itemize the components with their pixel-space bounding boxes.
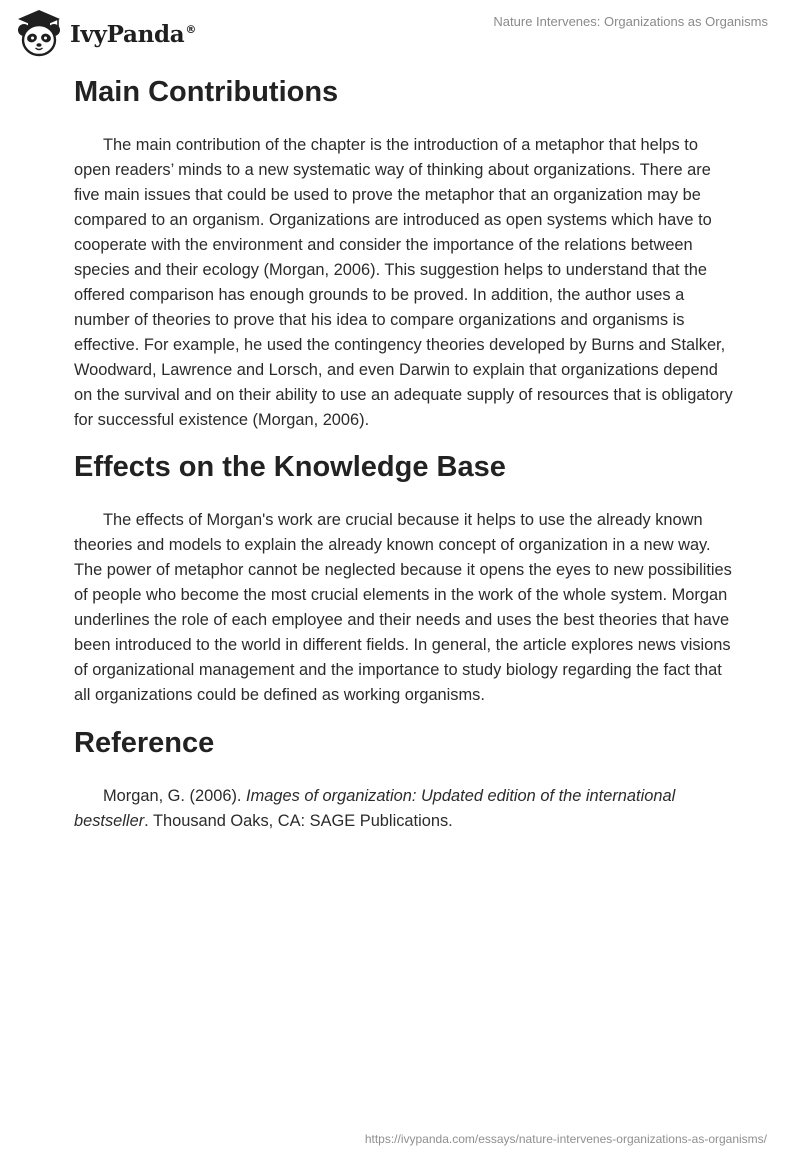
reference-entry: [74, 784, 734, 834]
heading-effects-knowledge-base: Effects on the Knowledge Base: [74, 451, 506, 483]
paragraph-effects-knowledge-base: The effects of Morgan's work are crucial because it helps to use the already known theories and models to explain the already known concept of organization in a new way. The power of metaphor cannot be neglected because it opens the eyes to new possibilities of people who become the most crucial elements in the work of the whole system. Morgan underlines the role of each employee and their needs and uses the best theories that have been introduced to the world in different fields. In general, the article explores news visions of organizational management and the importance to study biology regarding the fact that all organizations could be defined as working organisms.: [74, 511, 732, 704]
reference-book-title: Images of organization: Updated edition of the international bestseller: [74, 787, 676, 830]
heading-main-contributions: Main Contributions: [74, 76, 339, 108]
paragraph-main-contributions: The main contribution of the chapter is the introduction of a metaphor that helps to open readers’ minds to a new systematic way of thinking about organizations. There are five main issues that could be used to prove the metaphor that an organization may be compared to an organism. Organizations are introduced as open systems which have to cooperate with the environment and consider the importance of the relations between species and their ecology (Morgan, 2006). This suggestion helps to understand that the offered comparison has enough grounds to be proved. In addition, the author uses a number of theories to prove that his idea to compare organizations and organisms is effective. For example, he used the contingency theories developed by Burns and Stalker, Woodward, Lawrence and Lorsch, and even Darwin to explain that organizations depend on the survival and on their ability to use an adequate supply of resources that is obligatory for successful existence (Morgan, 2006).: [74, 136, 733, 429]
page-header: [0, 0, 800, 70]
panda-graduate-icon: [14, 8, 64, 58]
reference-author-date: Morgan, G. (2006).: [103, 787, 247, 805]
article-body: [74, 70, 734, 834]
reference-publisher: . Thousand Oaks, CA: SAGE Publications.: [144, 812, 453, 830]
ivypanda-logo[interactable]: [14, 8, 196, 58]
logo-wordmark: IvyPanda®: [70, 20, 197, 48]
heading-reference: Reference: [74, 727, 215, 759]
footer-source-url[interactable]: https://ivypanda.com/essays/nature-intervenes-organizations-as-organisms/: [364, 1132, 767, 1146]
document-title: Nature Intervenes: Organizations as Organisms: [493, 14, 768, 29]
